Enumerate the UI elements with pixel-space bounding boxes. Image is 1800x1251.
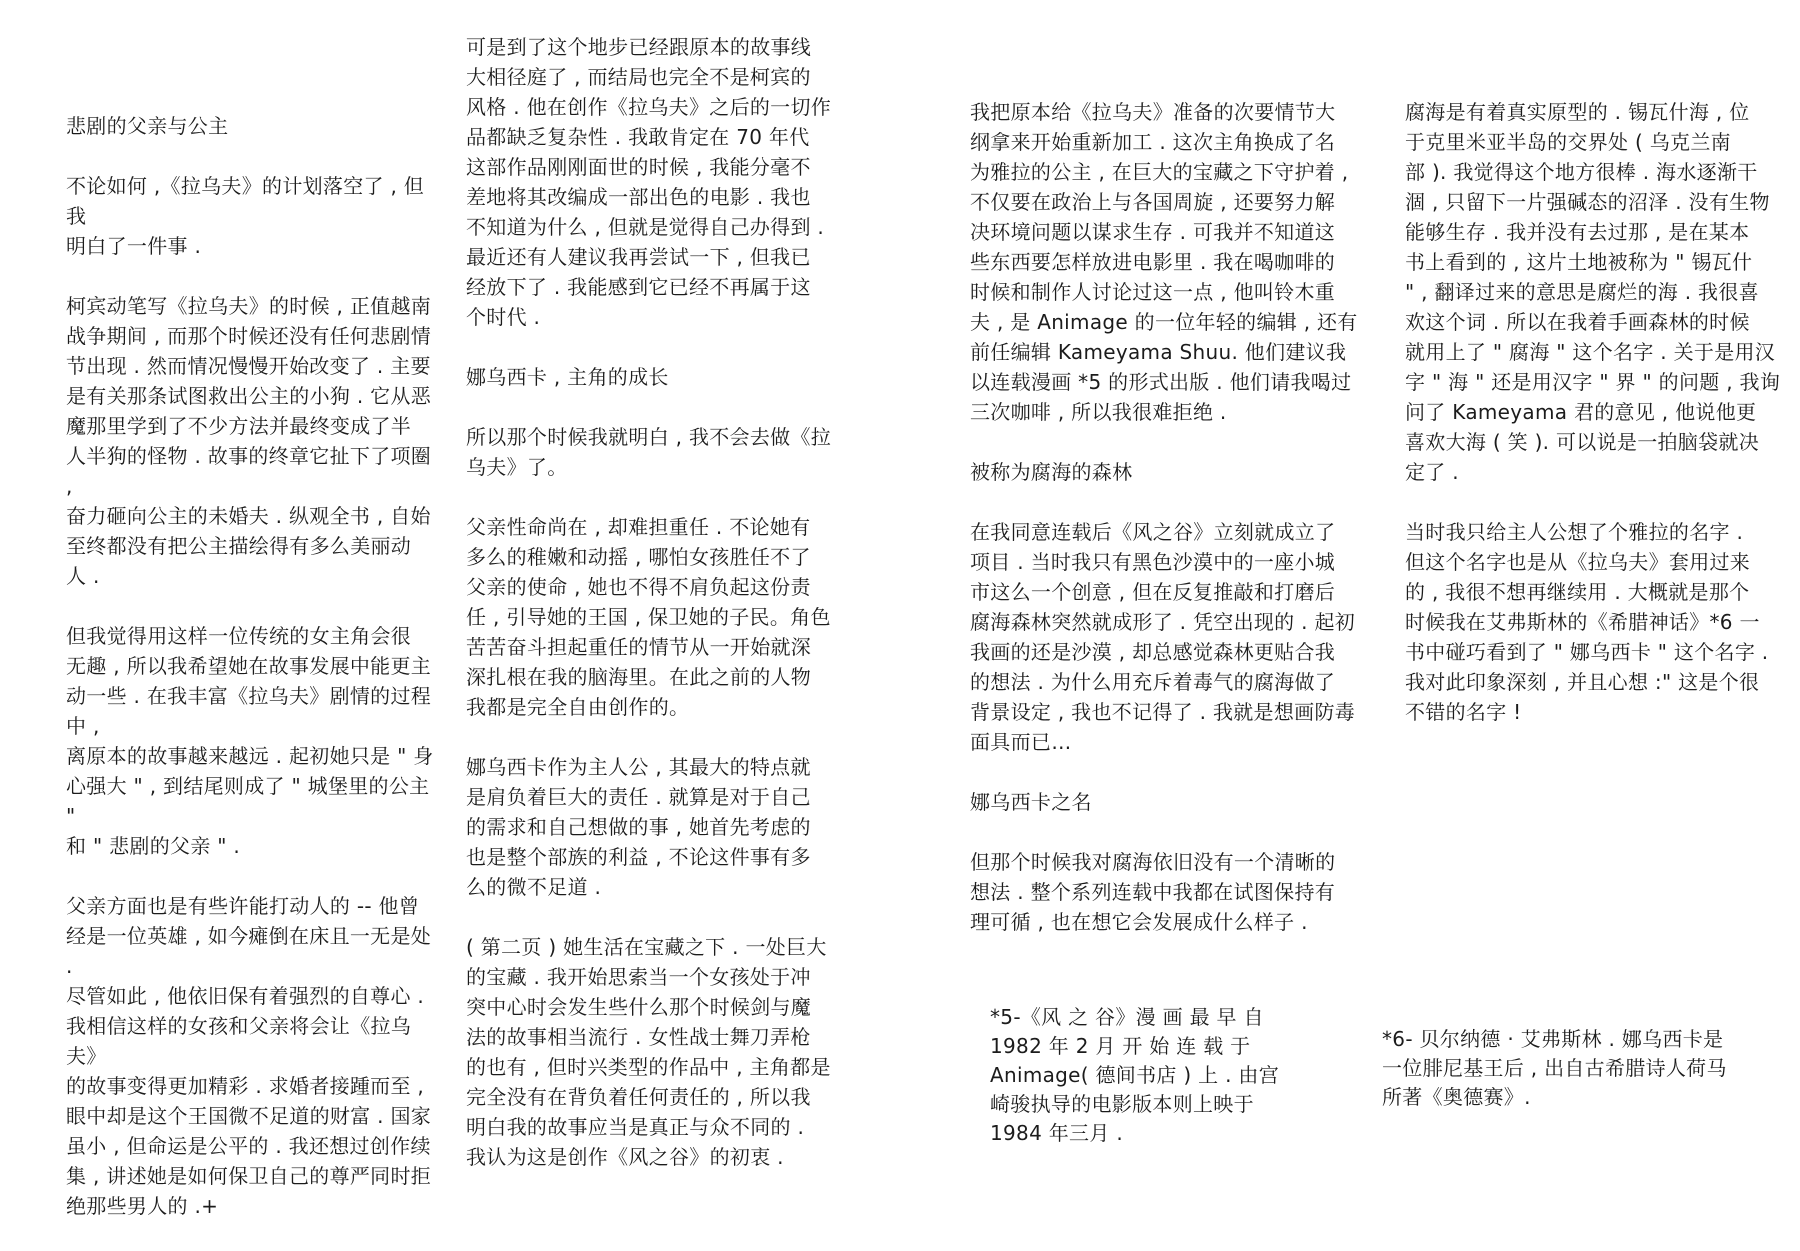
paragraph: 父亲性命尚在 , 却难担重任 . 不论她有 多么的稚嫩和动摇 , 哪怕女孩胜任不了 父亲的使命 , 她也不得不肩负起这份责 任 , 引导她的王国 , 保卫她的子民。角色 苦苦奋斗担起重任的情节从一开始就深 深扎根在我的脑海里。在此之前的人物 我都是完全自由创作的。 (466, 515, 831, 719)
paragraph: 柯宾动笔写《拉乌夫》的时候 , 正值越南 战争期间 , 而那个时候还没有任何悲剧情 节出现 . 然而情况慢慢开始改变了 . 主要 是有关那条试图救出公主的小狗 . 它从恶 魔那里学到了不少方法并最终变成了半 人半狗的怪物 . 故事的终章它扯下了项圈 , 奋力砸向公主的未婚夫 . 纵观全书 , 自始 至终都没有把公主描绘得有多么美丽动 人 . (66, 294, 432, 588)
column-3 (970, 97, 1370, 967)
footnote-6: *6- 贝尔纳德 · 艾弗斯林 . 娜乌西卡是 一位腓尼基王后 , 出自古希腊诗人荷马 所著《奥德赛》. (1382, 1027, 1727, 1109)
paragraph: 可是到了这个地步已经跟原本的故事线 大相径庭了 , 而结局也完全不是柯宾的 风格 . 他在创作《拉乌夫》之后的一切作 品都缺乏复杂性 . 我敢肯定在 70 年代 这部作品刚刚面世的时候 , 我能分毫不 差地将其改编成一部出色的电影 . 我也 不知道为什么 , 但就是觉得自己办得到 . 最近还有人建议我再尝试一下 , 但我已 经放下了 . 我能感到它已经不再属于这 个时代 . (466, 35, 832, 329)
column-2 (466, 32, 836, 1202)
paragraph: 但我觉得用这样一位传统的女主角会很 无趣 , 所以我希望她在故事发展中能更主 动一些 . 在我丰富《拉乌夫》剧情的过程中 , 离原本的故事越来越远 . 起初她只是 " 身 心强大 " , 到结尾则成了 " 城堡里的公主 " 和 " 悲剧的父亲 " . (66, 624, 434, 858)
section-heading-tragic-father-princess: 悲剧的父亲与公主 (66, 114, 229, 138)
paragraph: 不论如何 ,《拉乌夫》的计划落空了 , 但我 明白了一件事 . (66, 174, 425, 258)
section-heading-nausicaa-name: 娜乌西卡之名 (970, 790, 1092, 814)
paragraph: 在我同意连载后《风之谷》立刻就成立了 项目 . 当时我只有黑色沙漠中的一座小城 市这么一个创意 , 但在反复推敲和打磨后 腐海森林突然就成形了 . 凭空出现的 . 起初 我画的还是沙漠 , 却总感觉森林更贴合我 的想法 . 为什么用充斥着毒气的腐海做了 背景设定 , 我也不记得了 . 我就是想画防毒 面具而已… (970, 520, 1356, 754)
paragraph: 腐海是有着真实原型的 . 锡瓦什海 , 位 于克里米亚半岛的交界处 ( 乌克兰南 部 ). 我觉得这个地方很棒 . 海水逐渐干 涸 , 只留下一片强碱态的沼泽 . 没有生物 能够生存 . 我并没有去过那 , 是在某本 书上看到的 , 这片土地被称为 " 锡瓦什 " , 翻译过来的意思是腐烂的海 . 我很喜 欢这个词 . 所以在我着手画森林的时候 就用上了 " 腐海 " 这个名字 . 关于是用汉 字 " 海 " 还是用汉字 " 界 " 的问题 , 我询 问了 Kameyama 君的意见 , 他说他更 喜欢大海 ( 笑 ). 可以说是一拍脑袋就决 定了 . (1405, 100, 1781, 484)
paragraph: 当时我只给主人公想了个雅拉的名字 . 但这个名字也是从《拉乌夫》套用过来 的 , 我很不想再继续用 . 大概就是那个 时候我在艾弗斯林的《希腊神话》*6 一 书中碰巧看到了 " 娜乌西卡 " 这个名字 . 我对此印象深刻 , 并且心想 :" 这是个很 不错的名字 ! (1405, 520, 1769, 724)
footnote-5: *5-《风 之 谷》漫 画 最 早 自 1982 年 2 月 开 始 连 载 于 Animage( 德间书店 ) 上 . 由宫 崎骏执导的电影版本则上映于 1984 年三月 . (990, 1005, 1280, 1145)
paragraph: 所以那个时候我就明白 , 我不会去做《拉 乌夫》了。 (466, 425, 832, 479)
paragraph: 娜乌西卡作为主人公 , 其最大的特点就 是肩负着巨大的责任 . 就算是对于自己 的需求和自己想做的事 , 她首先考虑的 也是整个部族的利益 , 不论这件事有多 么的微不足道 . (466, 755, 811, 899)
paragraph: 但那个时候我对腐海依旧没有一个清晰的 想法 . 整个系列连载中我都在试图保持有 理可循 , 也在想它会发展成什么样子 . (970, 850, 1336, 934)
paragraph: ( 第二页 ) 她生活在宝藏之下 . 一处巨大 的宝藏 . 我开始思索当一个女孩处于冲 突中心时会发生些什么那个时候剑与魔 法的故事相当流行 . 女性战士舞刀弄枪 的也有 , 但时兴类型的作品中 , 主角都是 完全没有在背负着任何责任的 , 所以我 明白我的故事应当是真正与众不同的 . 我认为这是创作《风之谷》的初衷 . (466, 935, 831, 1169)
section-heading-nausicaa-growth: 娜乌西卡 , 主角的成长 (466, 365, 669, 389)
section-heading-sea-of-corruption: 被称为腐海的森林 (970, 460, 1133, 484)
paragraph: 父亲方面也是有些许能打动人的 -- 他曾 经是一位英雄 , 如今瘫倒在床且一无是处 . 尽管如此 , 他依旧保有着强烈的自尊心 . 我相信这样的女孩和父亲将会让《拉乌夫》 的故事变得更加精彩 . 求婚者接踵而至 , 眼中却是这个王国微不足道的财富 . 国家 虽小 , 但命运是公平的 . 我还想过创作续 集 , 讲述她是如何保卫自己的尊严同时拒 绝那些男人的 .+ (66, 894, 432, 1218)
column-4 (1405, 97, 1785, 757)
paragraph: 我把原本给《拉乌夫》准备的次要情节大 纲拿来开始重新加工 . 这次主角换成了名 为雅拉的公主 , 在巨大的宝藏之下守护着 , 不仅要在政治上与各国周旋 , 还要努力解 决环境问题以谋求生存 . 可我并不知道这 些东西要怎样放进电影里 . 我在喝咖啡的 时候和制作人讨论过这一点 , 他叫铃木重 夫 , 是 Animage 的一位年轻的编辑 , 还有 前任编辑 Kameyama Shuu. 他们建议我 以连载漫画 *5 的形式出版 . 他们请我喝过 三次咖啡 , 所以我很难拒绝 . (970, 100, 1358, 424)
column-1 (66, 111, 436, 1251)
